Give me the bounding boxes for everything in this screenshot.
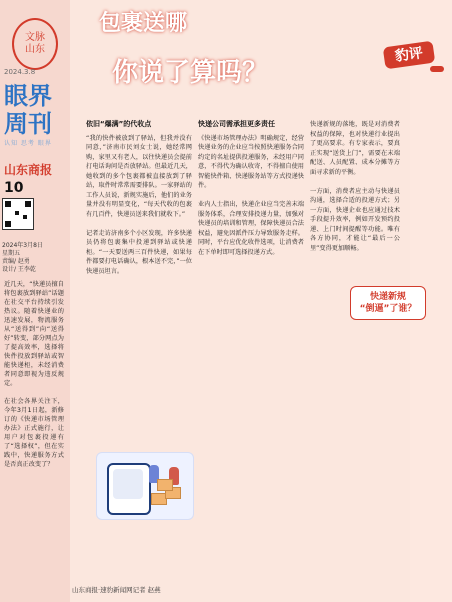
section-text: “我的快件被放到了驿站，但我并没有同意，”济南市民刘女士说，她经常网购，家里又有老人，以往快递员会提前打电话询问是否放驿站。但最近几天，她收到的多个包裹都被直接放到了驿站，取件时常常需要排队。一家驿站的工作人员说，新规实施后，他们的业务量并没有明显变化，“每天代收的包裹有几百件，快递员送来我们就收下。” 记者走访济南多个小区发现，许多快递员仍将包裹集中投递到驿站或快递柜。“一天要送两三百件快递，如果每件都要打电话确认，根本送不完，”一位快递员坦言。 [86,134,192,275]
section-text: 《快递市场管理办法》明确规定，经营快递业务的企业应当按照快递服务合同约定的名址提供投递服务，未经用户同意，不得代为确认收寄，不得擅自使用智能快件箱、快递服务站等方式投递快件。 业内人士指出，快递企业应当完善末端服务体系，合理安排投递力量，加强对快递员的培训和管理，保障快递员合法权益，避免因派件压力导致服务走样。同时，平台应优化收件选项，让消费者在下单时即可选择投递方式。 [198,134,304,256]
seal-logo [12,18,58,70]
delivery-illustration [96,452,194,520]
side-headline-text: 快递新规 “倒逼”了谁？ [359,292,417,314]
parcel-icon [157,479,173,491]
stamp-underline [430,66,444,72]
meta-line: 星期五 [2,250,21,257]
headline-line-2: 你说了算吗？ [112,58,269,88]
paper-name: 山东商报 [4,163,53,177]
headline-line-1: 包裹送哪 [99,10,188,36]
top-date: 2024.3.8 [4,68,36,76]
article-column-3 [310,120,400,253]
column-title: 眼界 周刊 [4,81,52,138]
section-text: 快递新规的落地，既是对消费者权益的保障，也对快递行业提出了更高要求。有专家表示，要真正实现“送货上门”，需要在末端配送、人员配置、成本分摊等方面寻求新的平衡。 一方面，消费者应主动与快递员沟通，选择合适的投递方式；另一方面，快递企业也应通过技术手段提升效率，例如开发预约投递、上门时间提醒等功能。唯有各方协同，才能让“最后一公里”变得更加顺畅。 [310,121,400,252]
article-body [72,120,417,602]
column-subtitle: 认知 思考 眼界 [4,140,52,147]
left-sidebar [0,0,70,602]
meta-line: 责编/ 赵勇 [2,258,30,265]
phone-screen [113,469,143,499]
phone-icon [107,463,151,515]
qr-code [2,198,34,230]
side-headline [350,286,426,320]
issue-meta [2,242,66,274]
stamp-label: 豹评 [383,41,436,70]
header [72,0,424,120]
article-column-2 [198,120,304,257]
section-heading: 依旧“爆满”的代收点 [86,120,152,128]
comment-stamp [372,30,452,80]
footer-credit: 山东商报·速豹新闻网记者 赵燕 [72,586,161,594]
article-column-1 [86,120,192,276]
section-heading: 快递公司需承担更多责任 [198,120,275,128]
meta-line: 设计/ 王李乾 [2,266,36,273]
lead-paragraph: 近几天，“快递员擅自将包裹放到驿站”话题在社交平台持续引发热议。随着快递业的迅速发展，物流服务从“送得到”向“送得好”转变，部分网点为了提高效率，选择将快件投放到驿站或智能快递柜，未经消费者同意即视为违反规定。 在社会各界关注下，今年3月1日起，新修订的《快递市场管理办法》正式施行，让用户对包裹投递有了“选择权”，但在实践中，快递服务方式是否真正改变了？ [4,281,64,468]
issue-number: 10 [4,180,24,196]
seal-text: 文脉 山东 [25,32,45,55]
meta-line: 2024年3月8日 [2,242,43,249]
